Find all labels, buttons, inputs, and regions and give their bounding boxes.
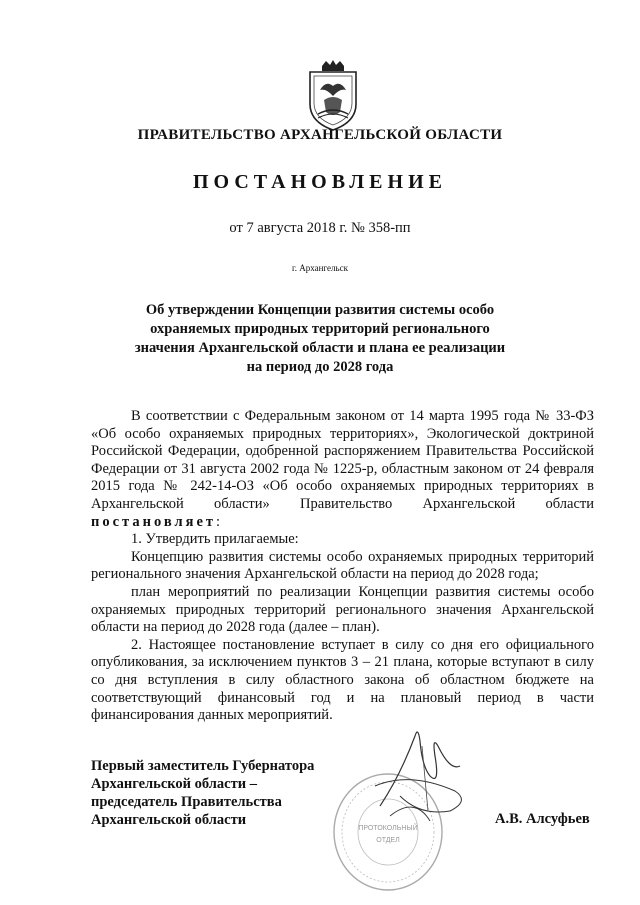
handwritten-signature-icon: [360, 716, 480, 826]
subject-line: значения Архангельской области и плана ее реализации: [134, 340, 506, 356]
government-title: ПРАВИТЕЛЬСТВО АРХАНГЕЛЬСКОЙ ОБЛАСТИ: [137, 127, 503, 143]
signer-position: [91, 757, 351, 829]
svg-text:ОТДЕЛ: ОТДЕЛ: [376, 837, 400, 844]
clause-paragraph: Концепцию развития системы особо охраняемых природных территорий регионального значения Архангельской области на период до 2028 года;: [91, 548, 594, 583]
signer-position-line: Архангельской области: [91, 812, 247, 828]
subject-line: охраняемых природных территорий регионального: [150, 321, 490, 337]
preamble-text: В соответствии с Федеральным законом от 14 марта 1995 года № 33-ФЗ «Об особо охраняемых природных территориях», Экологической доктриной Российской Федерации, одобренной распоряжением Правительства Российской Федерации от 31 августа 2002 года № 1225-р, областным законом от 24 февраля 2015 года № 242-14-ОЗ «Об особо охраняемых природных территориях в Архангельской области» Правительство Архангельской области: [91, 408, 594, 512]
signer-position-line: Первый заместитель Губернатора: [91, 758, 315, 774]
decree-verb: постановляет: [91, 513, 217, 530]
coat-of-arms-icon: [304, 60, 362, 132]
subject-line: Об утверждении Концепции развития системы особо: [145, 302, 495, 318]
preamble-paragraph: В соответствии с Федеральным законом от 14 марта 1995 года № 33-ФЗ «Об особо охраняемых природных территориях», Экологической доктриной Российской Федерации, одобренной распоряжением Правительства Российской Федерации от 31 августа 2002 года № 1225-р, областным законом от 24 февраля 2015 года № 242-14-ОЗ «Об особо охраняемых природных территориях в Архангельской области» Правительство Архангельской области постановляет:: [91, 408, 594, 530]
document-type: ПОСТАНОВЛЕНИЕ: [193, 171, 447, 193]
subject-line: на период до 2028 года: [246, 359, 394, 375]
city: г. Архангельск: [292, 263, 348, 273]
clause-paragraph: 2. Настоящее постановление вступает в силу со дня его официального опубликования, за исключением пунктов 3 – 21 плана, которые вступают в силу со дня вступления в силу областного закона об областном бюджете на соответствующий финансовый год и на плановый период в части финансирования данных мероприятий.: [91, 636, 594, 724]
clause-paragraph: 1. Утвердить прилагаемые:: [131, 531, 299, 548]
signer-name: А.В. Алсуфьев: [495, 811, 590, 827]
clause-paragraph: план мероприятий по реализации Концепции развития системы особо охраняемых природных территорий регионального значения Архангельской области на период до 2028 года (далее – план).: [91, 583, 594, 636]
document-subject: [120, 301, 520, 377]
signer-position-line: Архангельской области –: [91, 776, 257, 792]
svg-text:ПРОТОКОЛЬНЫЙ: ПРОТОКОЛЬНЫЙ: [358, 825, 418, 832]
date-and-number: от 7 августа 2018 г. № 358-пп: [229, 220, 411, 236]
signer-position-line: председатель Правительства: [91, 794, 282, 810]
document-body: [91, 408, 594, 725]
